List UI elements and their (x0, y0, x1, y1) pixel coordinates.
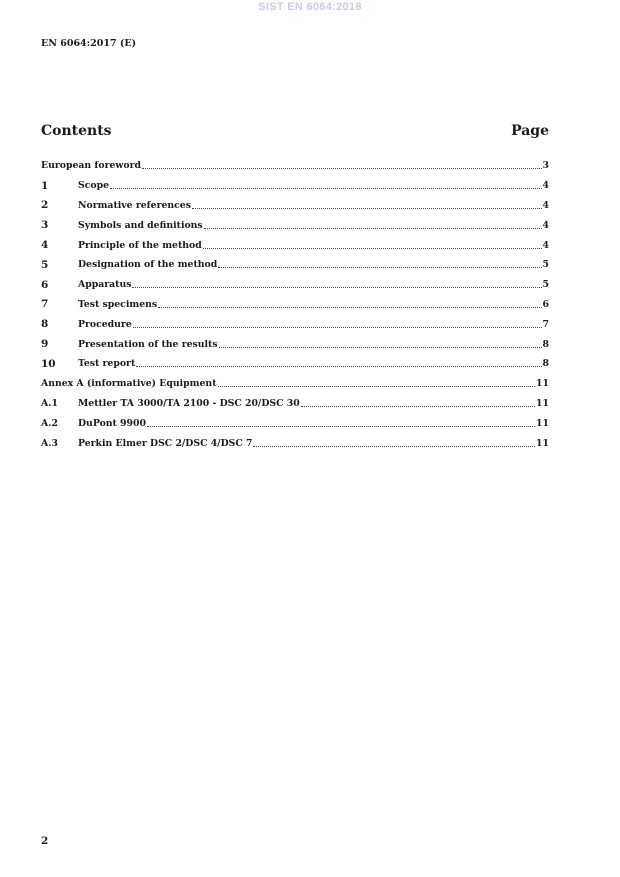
toc-entry-page: 5 (542, 279, 549, 291)
toc-entry-page: 6 (542, 298, 549, 310)
watermark: SIST EN 6064:2018 (258, 1, 362, 13)
toc-entry-european-foreword[interactable] (41, 156, 549, 176)
toc-entry-scope[interactable] (41, 176, 549, 196)
toc-entry-page: 4 (542, 219, 549, 231)
toc-leader-dots (204, 228, 542, 229)
toc-entry-title: Procedure (78, 318, 132, 330)
toc-entry-title: Principle of the method (78, 239, 202, 251)
toc-entry-number: 9 (41, 338, 49, 351)
toc-entry-number: 5 (41, 258, 49, 271)
toc-entry-annex-a3[interactable] (41, 433, 549, 453)
toc-leader-dots (253, 446, 535, 447)
toc-entry-title: Mettler TA 3000/TA 2100 - DSC 20/DSC 30 (78, 397, 300, 409)
toc-entry-number: 3 (41, 219, 49, 232)
toc-entry-title: Scope (78, 180, 109, 192)
toc-entry-number: 4 (41, 239, 49, 252)
toc-leader-dots (158, 307, 541, 308)
toc-entry-title: Presentation of the results (78, 338, 218, 350)
page-number: 2 (41, 835, 49, 847)
document-id-header: EN 6064:2017 (E) (41, 38, 137, 49)
toc-entry-page: 7 (542, 318, 549, 330)
toc-entry-number: A.3 (41, 437, 58, 449)
toc-entry-number: 1 (41, 179, 49, 192)
contents-heading (41, 123, 549, 139)
table-of-contents (41, 156, 549, 453)
toc-entry-number: A.1 (41, 397, 58, 409)
toc-entry-title: Test report (78, 358, 136, 370)
toc-entry-title: European foreword (41, 160, 141, 172)
toc-entry-page: 11 (536, 378, 549, 390)
toc-entry-number: A.2 (41, 417, 58, 429)
toc-leader-dots (147, 426, 535, 427)
toc-leader-dots (192, 208, 542, 209)
toc-entry-number: 10 (41, 357, 56, 370)
toc-entry-title: Symbols and definitions (78, 219, 203, 231)
toc-entry-apparatus[interactable] (41, 275, 549, 295)
toc-leader-dots (136, 366, 541, 367)
toc-entry-number: 6 (41, 278, 49, 291)
toc-entry-page: 11 (536, 437, 549, 449)
toc-entry-procedure[interactable] (41, 314, 549, 334)
toc-entry-annex-a2[interactable] (41, 413, 549, 433)
toc-leader-dots (203, 248, 542, 249)
toc-entry-annex-a[interactable] (41, 374, 549, 394)
toc-entry-title: Test specimens (78, 298, 158, 310)
toc-entry-title: DuPont 9900 (78, 417, 146, 429)
toc-entry-test-report[interactable] (41, 354, 549, 374)
toc-leader-dots (132, 287, 541, 288)
toc-entry-title: Apparatus (78, 279, 132, 291)
toc-entry-test-specimens[interactable] (41, 295, 549, 315)
page-column-label: Page (511, 123, 549, 139)
toc-entry-page: 11 (536, 397, 549, 409)
toc-entry-page: 8 (542, 338, 549, 350)
toc-entry-page: 11 (536, 417, 549, 429)
toc-entry-page: 4 (542, 199, 549, 211)
toc-entry-title: Normative references (78, 199, 191, 211)
toc-leader-dots (133, 327, 542, 328)
toc-entry-annex-a1[interactable] (41, 394, 549, 414)
toc-leader-dots (142, 168, 542, 169)
toc-leader-dots (110, 188, 542, 189)
toc-entry-page: 4 (542, 239, 549, 251)
toc-entry-number: 2 (41, 199, 49, 212)
toc-entry-symbols-definitions[interactable] (41, 215, 549, 235)
toc-entry-presentation-results[interactable] (41, 334, 549, 354)
toc-entry-title: Annex A (informative) Equipment (41, 378, 217, 390)
toc-entry-normative-references[interactable] (41, 196, 549, 216)
contents-title: Contents (41, 123, 112, 139)
toc-entry-page: 3 (542, 160, 549, 172)
toc-entry-number: 7 (41, 298, 49, 311)
toc-entry-title: Perkin Elmer DSC 2/DSC 4/DSC 7 (78, 437, 253, 449)
toc-leader-dots (219, 347, 542, 348)
toc-leader-dots (218, 386, 536, 387)
toc-entry-designation[interactable] (41, 255, 549, 275)
toc-entry-principle[interactable] (41, 235, 549, 255)
toc-leader-dots (301, 406, 535, 407)
toc-entry-page: 5 (542, 259, 549, 271)
toc-entry-number: 8 (41, 318, 49, 331)
toc-entry-page: 8 (542, 358, 549, 370)
toc-entry-page: 4 (542, 180, 549, 192)
toc-entry-title: Designation of the method (78, 259, 218, 271)
toc-leader-dots (218, 267, 541, 268)
